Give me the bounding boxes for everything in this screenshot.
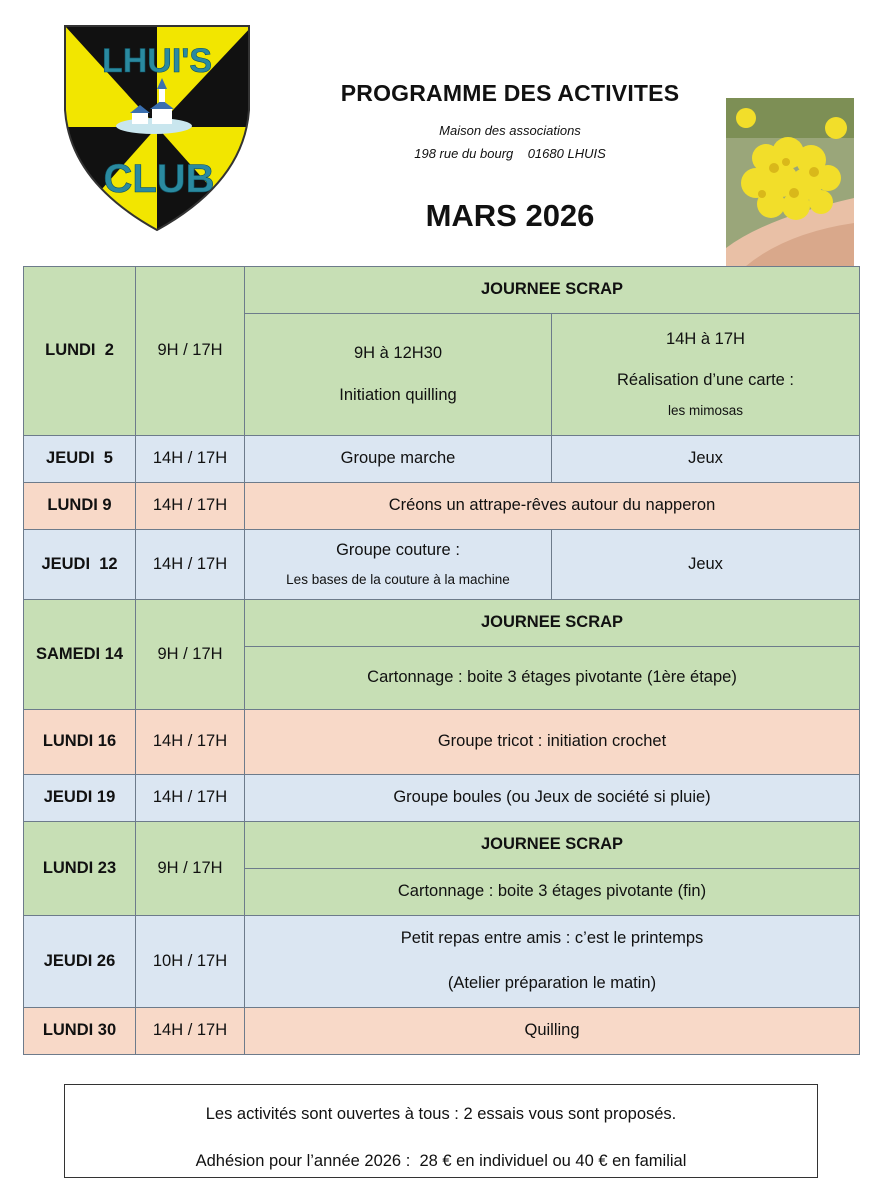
activity-detail: Les bases de la couture à la machine [286,572,510,588]
svg-text:LHUI'S: LHUI'S [101,42,213,80]
activity-title: Groupe couture : [336,540,460,559]
event-title: JOURNEE SCRAP [245,822,860,869]
time-cell: 14H / 17H [136,483,245,530]
activity-cell: Groupe tricot : initiation crochet [245,710,860,775]
info-line-membership: Adhésion pour l’année 2026 : 28 € en individuel ou 40 € en familial [195,1152,687,1170]
time-cell: 14H / 17H [136,530,245,600]
activity-cell-morning [245,314,552,436]
info-box [64,1084,818,1178]
activity-cell-afternoon [552,314,860,436]
activity-cell: Groupe marche [245,436,552,483]
day-cell: LUNDI 2 [24,267,136,436]
activity-cell: Créons un attrape-rêves autour du napperon [245,483,860,530]
day-cell: LUNDI 16 [24,710,136,775]
activity-cell: Jeux [552,436,860,483]
afternoon-activity: Réalisation d’une carte : [616,371,795,390]
activity-cell: Jeux [552,530,860,600]
activity-cell: Groupe boules (ou Jeux de société si pluie) [245,775,860,822]
time-cell: 14H / 17H [136,436,245,483]
activity-cell: Cartonnage : boite 3 étages pivotante (1ère étape) [245,647,860,710]
morning-time: 9H à 12H30 [353,343,443,362]
afternoon-detail: les mimosas [667,403,743,419]
table-row [24,710,860,775]
table-row [24,916,860,1008]
event-title: JOURNEE SCRAP [245,600,860,647]
day-cell: SAMEDI 14 [24,600,136,710]
day-cell: JEUDI 26 [24,916,136,1008]
table-row [24,600,860,647]
month-heading: MARS 2026 [425,198,595,233]
svg-text:CLUB: CLUB [103,157,215,201]
time-cell: 9H / 17H [136,600,245,710]
activity-detail: (Atelier préparation le matin) [447,974,657,992]
day-cell: JEUDI 5 [24,436,136,483]
info-line-trial: Les activités sont ouvertes à tous : 2 essais vous sont proposés. [205,1105,677,1123]
morning-activity: Initiation quilling [339,385,457,404]
event-title: JOURNEE SCRAP [245,267,860,314]
activity-cell: Cartonnage : boite 3 étages pivotante (fin) [245,869,860,916]
activity-cell [245,916,860,1008]
table-row [24,775,860,822]
day-cell: JEUDI 12 [24,530,136,600]
table-row [24,1008,860,1055]
activities-table [23,266,860,1055]
day-cell: LUNDI 23 [24,822,136,916]
day-cell: LUNDI 30 [24,1008,136,1055]
venue-name: Maison des associations [439,123,581,138]
mimosa-photo [726,98,854,266]
page-title: PROGRAMME DES ACTIVITES [340,80,680,106]
time-cell: 14H / 17H [136,710,245,775]
table-row [24,483,860,530]
time-cell: 9H / 17H [136,267,245,436]
day-cell: JEUDI 19 [24,775,136,822]
time-cell: 9H / 17H [136,822,245,916]
table-row [24,267,860,314]
time-cell: 14H / 17H [136,775,245,822]
table-row [24,436,860,483]
afternoon-time: 14H à 17H [666,329,745,348]
time-cell: 10H / 17H [136,916,245,1008]
day-cell: LUNDI 9 [24,483,136,530]
activity-cell: Quilling [245,1008,860,1055]
table-row [24,530,860,600]
activity-cell [245,530,552,600]
lhuis-club-logo [62,22,252,234]
activity-title: Petit repas entre amis : c’est le printemps [400,929,704,948]
venue-address: 198 rue du bourg 01680 LHUIS [414,146,606,161]
time-cell: 14H / 17H [136,1008,245,1055]
table-row [24,822,860,869]
